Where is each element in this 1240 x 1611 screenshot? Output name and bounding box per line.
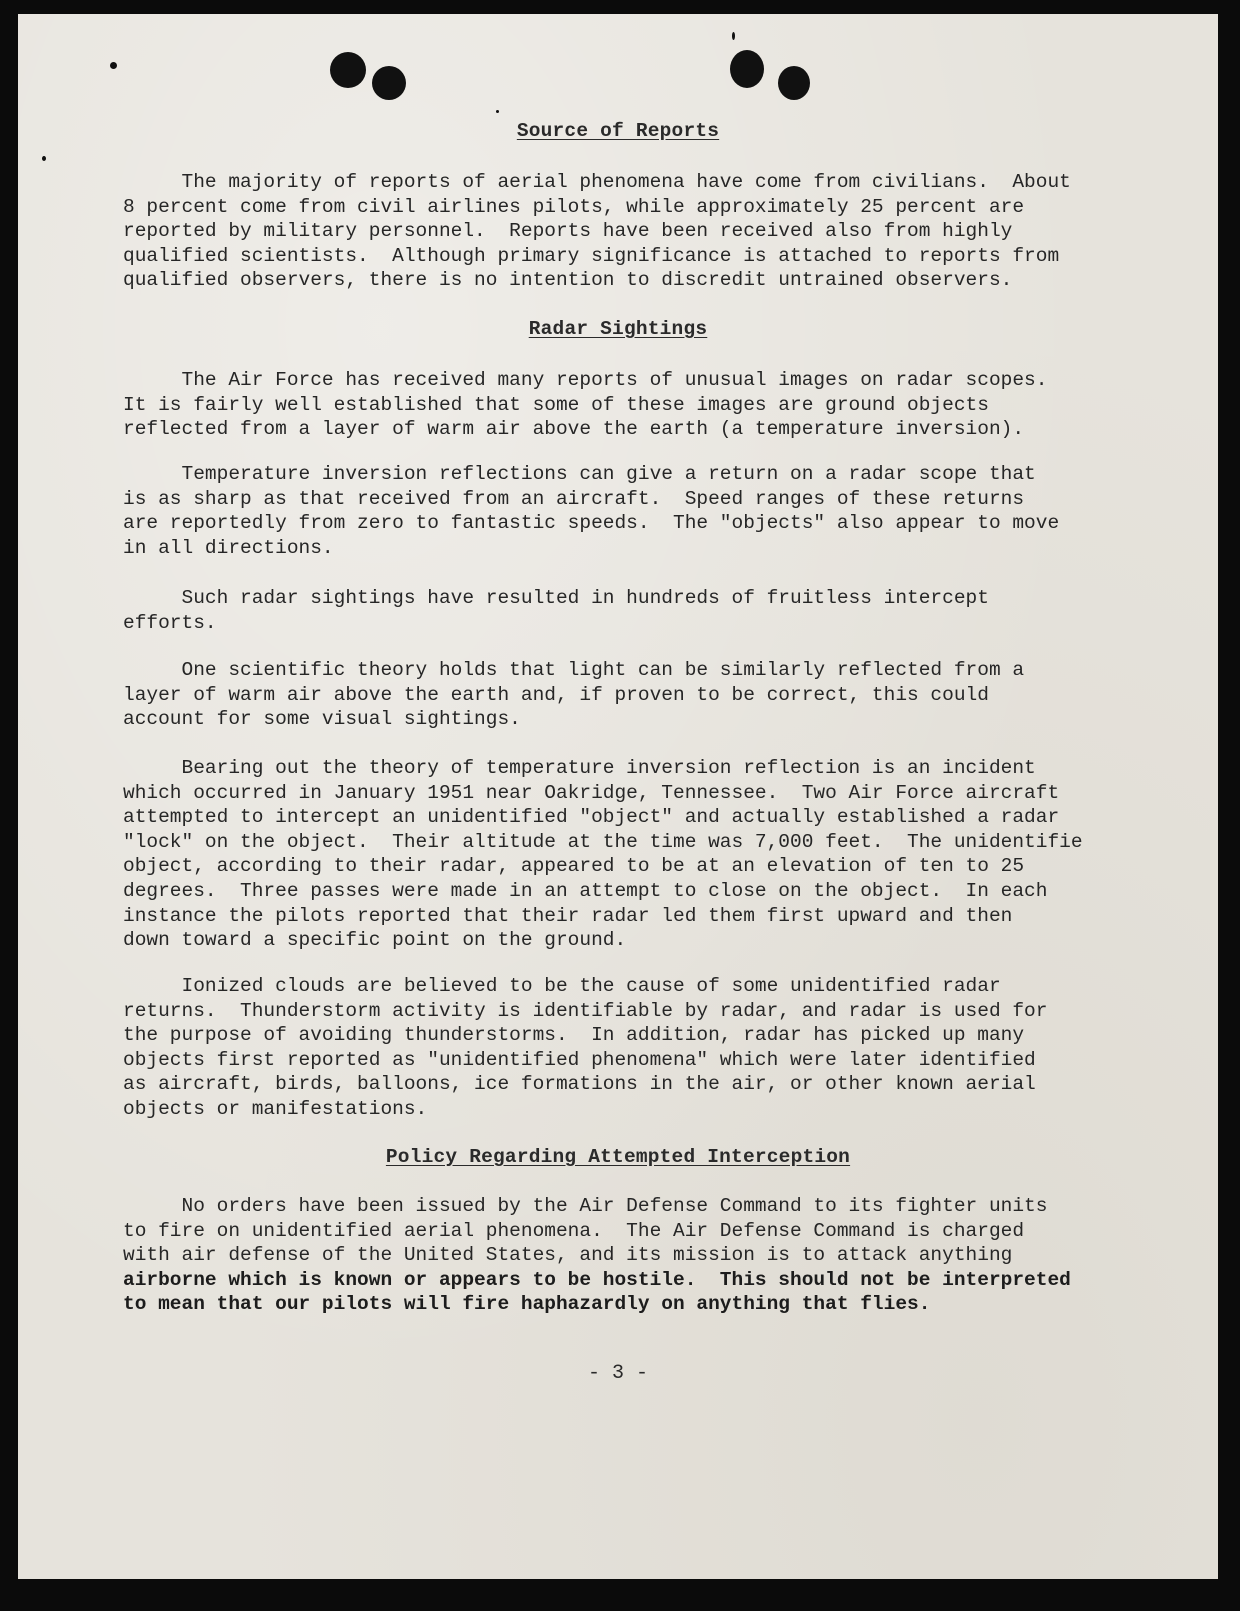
paragraph-line: attempted to intercept an unidentified "object" and actually established a radar (123, 806, 1060, 829)
paragraph-line: objects first reported as "unidentified phenomena" which were later identified (123, 1048, 1036, 1071)
paragraph-line: reflected from a layer of warm air above the earth (a temperature inversion). (123, 418, 1025, 441)
paragraph-line: Such radar sightings have resulted in hundreds of fruitless intercept (123, 587, 989, 609)
paragraph-line: objects or manifestations. (123, 1097, 428, 1120)
punch-hole (330, 52, 366, 88)
paragraph-line: to fire on unidentified aerial phenomena. The Air Defense Command is charged (123, 1219, 1025, 1242)
paragraph-line: The majority of reports of aerial phenomena have come from civilians. About (123, 171, 1071, 193)
paragraph-line: Bearing out the theory of temperature inversion reflection is an incident (123, 757, 1036, 779)
section-heading-radar-sightings: Radar Sightings (528, 318, 708, 340)
paragraph-line: The Air Force has received many reports of unusual images on radar scopes. (123, 369, 1048, 391)
punch-hole (730, 50, 764, 88)
paragraph-line: down toward a specific point on the ground. (123, 929, 627, 952)
paragraph-line: airborne which is known or appears to be hostile. This should not be interpreted (123, 1268, 1071, 1291)
paragraph-line: qualified scientists. Although primary significance is attached to reports from (123, 244, 1060, 267)
ink-speck (110, 62, 117, 69)
paragraph (123, 1194, 1123, 1317)
paragraph-line: as aircraft, birds, balloons, ice formations in the air, or other known aerial (123, 1073, 1036, 1096)
paragraph-line: layer of warm air above the earth and, if proven to be correct, this could (123, 683, 989, 706)
paragraph (123, 170, 1123, 293)
paragraph-line: returns. Thunderstorm activity is identifiable by radar, and radar is used for (123, 999, 1048, 1022)
punch-hole (372, 66, 406, 100)
paragraph-line: It is fairly well established that some of these images are ground objects (123, 393, 989, 416)
paragraph-line: to mean that our pilots will fire haphazardly on anything that flies. (123, 1293, 931, 1316)
paragraph-line: which occurred in January 1951 near Oakridge, Tennessee. Two Air Force aircraft (123, 781, 1060, 804)
ink-speck (42, 156, 46, 161)
paragraph-line: 8 percent come from civil airlines pilots, while approximately 25 percent are (123, 195, 1025, 218)
page-number: - 3 - (587, 1362, 648, 1385)
paragraph (123, 368, 1123, 442)
ink-speck (732, 32, 735, 40)
punch-hole (778, 66, 810, 100)
paragraph-line: instance the pilots reported that their radar led them first upward and then (123, 904, 1013, 927)
section-heading-policy-regarding-attempted-interception: Policy Regarding Attempted Interception (385, 1146, 851, 1168)
paragraph-line: "lock" on the object. Their altitude at the time was 7,000 feet. The unidentifie (123, 830, 1083, 853)
paragraph-line: the purpose of avoiding thunderstorms. In addition, radar has picked up many (123, 1024, 1025, 1047)
paragraph-line: object, according to their radar, appeared to be at an elevation of ten to 25 (123, 855, 1025, 878)
paragraph-line: qualified observers, there is no intention to discredit untrained observers. (123, 269, 1013, 292)
paragraph-line: One scientific theory holds that light can be similarly reflected from a (123, 659, 1025, 681)
paragraph-line: in all directions. (123, 536, 334, 559)
paragraph (123, 756, 1123, 953)
paragraph-line: efforts. (123, 611, 217, 634)
document-page (18, 14, 1218, 1579)
ink-speck (496, 110, 499, 113)
paragraph-line: Temperature inversion reflections can give a return on a radar scope that (123, 463, 1036, 485)
paragraph-line: Ionized clouds are believed to be the cause of some unidentified radar (123, 975, 1001, 997)
paragraph (123, 462, 1123, 560)
paragraph (123, 586, 1123, 635)
paragraph-line: No orders have been issued by the Air Defense Command to its fighter units (123, 1195, 1048, 1217)
paragraph-line: account for some visual sightings. (123, 708, 521, 731)
paragraph-line: reported by military personnel. Reports have been received also from highly (123, 220, 1013, 243)
section-heading-source-of-reports: Source of Reports (516, 120, 720, 142)
paragraph (123, 974, 1123, 1122)
paragraph (123, 658, 1123, 732)
paragraph-line: is as sharp as that received from an aircraft. Speed ranges of these returns (123, 487, 1025, 510)
paragraph-line: are reportedly from zero to fantastic speeds. The "objects" also appear to move (123, 512, 1060, 535)
paragraph-line: with air defense of the United States, and its mission is to attack anything (123, 1244, 1013, 1267)
paragraph-line: degrees. Three passes were made in an attempt to close on the object. In each (123, 879, 1048, 902)
